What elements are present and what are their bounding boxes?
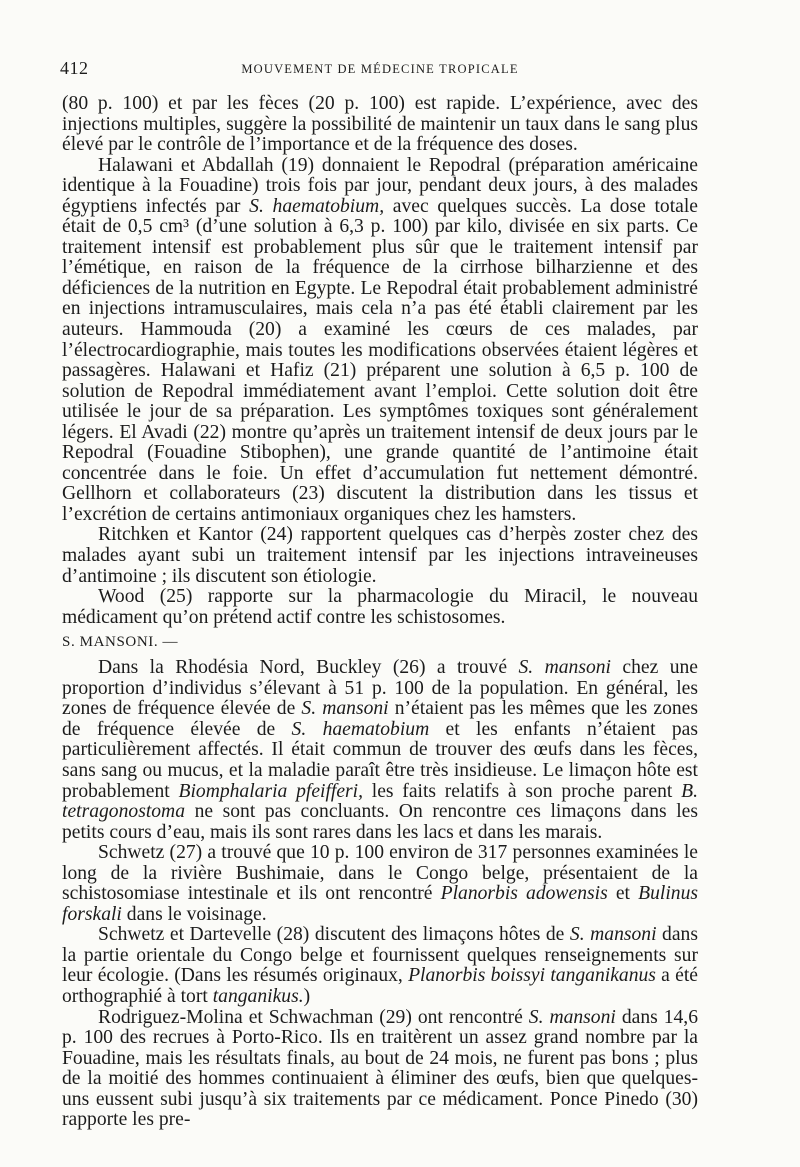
italic-term: B. tetragonostoma xyxy=(62,780,698,823)
text-run: Halawani et Abdallah (19) donnaient le Repodral (préparation américaine identique à la Fouadine) trois fois par jour, pendant deux jours, à des malades égyptiens infectés par xyxy=(62,154,698,217)
running-head: MOUVEMENT DE MÉDECINE TROPICALE xyxy=(241,62,519,76)
text-run: dans la partie orientale du Congo belge et fournissent quelques renseignements sur leur écologie. (Dans les résumés originaux, xyxy=(62,924,698,987)
text-run: Rodriguez-Molina et Schwachman (29) ont rencontré xyxy=(98,1006,529,1028)
text-run: ) xyxy=(303,985,311,1007)
text-run: ne sont pas concluants. On rencontre ces limaçons dans les petits cours d’eau, mais ils sont rares dans les lacs et dans les marais. xyxy=(62,801,698,843)
text-run: Schwetz et Dartevelle (28) discutent des limaçons hôtes de xyxy=(98,924,570,946)
text-run: Dans la Rhodésia Nord, Buckley (26) a trouvé xyxy=(98,657,519,679)
paragraph xyxy=(62,587,698,628)
paragraph xyxy=(62,658,698,843)
paragraph xyxy=(62,525,698,587)
italic-term: S. mansoni xyxy=(301,698,389,720)
paragraph xyxy=(62,843,698,925)
text-run: Ritchken et Kantor (24) rapportent quelques cas d’herpès zoster chez des malades ayant subi un traitement intensif par les injections intraveineuses d’antimoine ; ils discutent son étiologie. xyxy=(62,524,698,587)
paragraph xyxy=(62,156,698,526)
page-number: 412 xyxy=(60,58,89,78)
page-header xyxy=(60,58,700,82)
italic-term: Bulinus forskali xyxy=(62,883,699,925)
text-run: les faits relatifs à son proche parent xyxy=(363,780,682,802)
section-heading xyxy=(62,633,698,651)
italic-term: Biomphalaria pfeifferi, xyxy=(178,780,364,802)
text-run: S. MANSONI. — xyxy=(62,634,179,651)
text-run: dans le voisinage. xyxy=(121,903,267,925)
italic-term: S. haematobium xyxy=(291,718,430,740)
text-run: a été orthographié à tort xyxy=(62,965,698,1007)
text-run: n’étaient pas les mêmes que les zones de fréquence élevée de xyxy=(62,698,698,740)
text-run: Schwetz (27) a trouvé que 10 p. 100 environ de 317 personnes examinées le long de la rivière Bushimaie, dans le Congo belge, présentaient de la schistosomiase intestinale et ils ont rencontré xyxy=(62,842,698,905)
italic-term: S. mansoni xyxy=(569,924,657,946)
paragraph xyxy=(62,925,698,1007)
italic-term: Planorbis adowensis xyxy=(440,883,608,905)
text-run: (80 p. 100) et par les fèces (20 p. 100) est rapide. L’expérience, avec des injections multiples, suggère la possibilité de maintenir un taux dans le sang plus élevé par le contrôle de l’importance et de la fréquence des doses. xyxy=(62,93,698,156)
body-text xyxy=(62,94,698,1131)
text-run: avec quelques succès. La dose totale était de 0,5 cm³ (d’une solution à 6,3 p. 100) par kilo, divisée en six parts. Ce traitement intensif est probablement plus sûr que le traitement intensif par l’émétique, en raison de la fréquence de la cirrhose bilharzienne et des déficiences de la nutrition en Egypte. Le Repodral était probablement administré en injections intramusculaires, mais cela n’a pas été établi clairement par les auteurs. Hammouda (20) a examiné les cœurs de ces malades, par l’électrocardiographie, mais toutes les modifications observées étaient légères et passagères. Halawani et Hafiz (21) préparent une solution à 6,5 p. 100 de solution de Repodral immédiatement avant l’emploi. Cette solution doit être utilisée le jour de sa préparation. Les symptômes toxiques sont généralement légers. El Avadi (22) montre qu’après un traitement intensif de deux jours par le Repodral (Fouadine Stibophen), une grande quantité de l’antimoine était concentrée dans le foie. Un effet d’accumulation fut nettement démontré. Gellhorn et collaborateurs (23) discutent la distribution dans les tissus et l’excrétion de certains antimoniaux organiques chez les hamsters. xyxy=(62,195,698,525)
text-run: chez une proportion d’individus s’élevant à 51 p. 100 de la population. En général, les zones de fréquence élevée de xyxy=(62,657,698,720)
text-run: et xyxy=(607,883,639,905)
text-run: Wood (25) rapporte sur la pharmacologie du Miracil, le nouveau médicament qu’on prétend actif contre les schistosomes. xyxy=(62,586,698,628)
italic-term: S. haematobium, xyxy=(249,195,385,217)
italic-term: tanganikus. xyxy=(212,985,304,1007)
paragraph xyxy=(62,1008,698,1131)
paragraph xyxy=(62,94,698,156)
italic-term: Planorbis boissyi tanganikanus xyxy=(408,965,656,987)
italic-term: S. mansoni xyxy=(518,657,611,679)
text-run: dans 14,6 p. 100 des recrues à Porto-Rico. Ils en traitèrent un assez grand nombre par la Fouadine, mais les résultats finals, au bout de 24 mois, ne furent pas bons ; plus de la moitié des hommes continuaient à éliminer des œufs, bien que quelques-uns eussent subi jusqu’à six traitements par ce médicament. Ponce Pinedo (30) rapporte les pre- xyxy=(62,1006,698,1131)
text-run: et les enfants n’étaient pas particulièrement affectés. Il était commun de trouver des œufs dans les fèces, sans sang ou mucus, et la maladie paraît être très insidieuse. Le limaçon hôte est probablement xyxy=(62,718,698,802)
italic-term: S. mansoni xyxy=(528,1006,616,1028)
